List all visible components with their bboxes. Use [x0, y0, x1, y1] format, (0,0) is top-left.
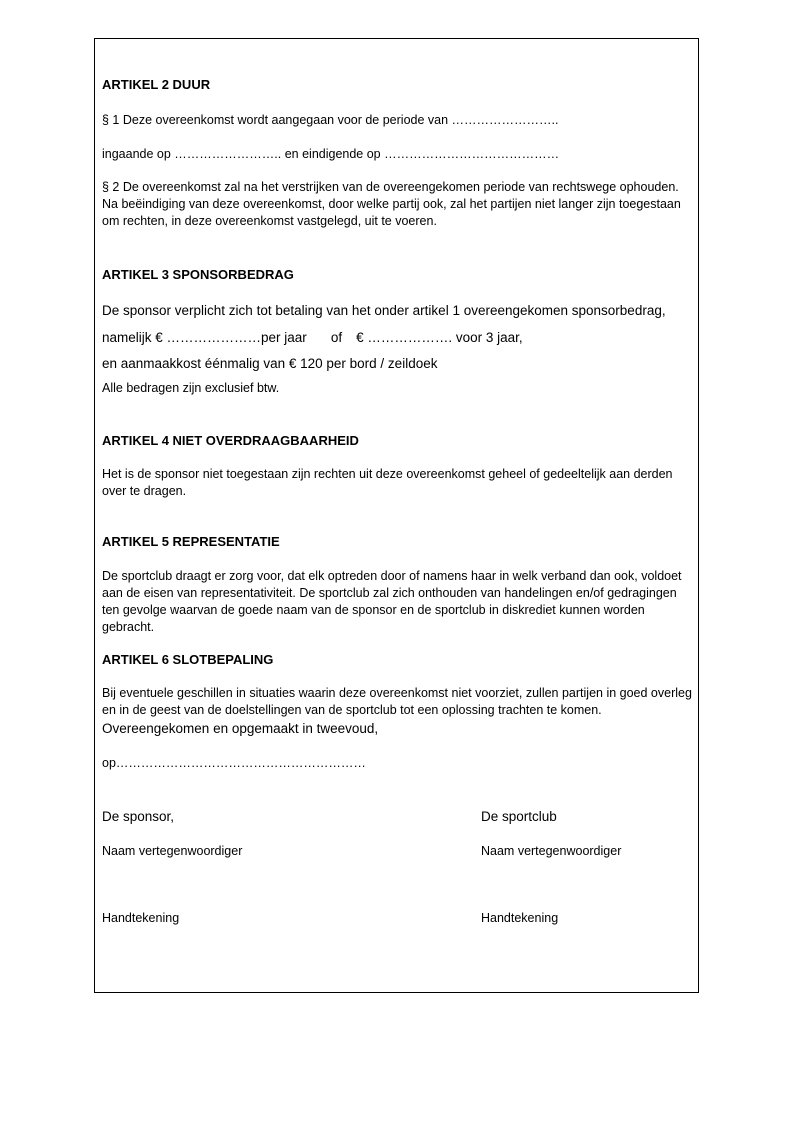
article-3-line-1: De sponsor verplicht zich tot betaling van het onder artikel 1 overeengekomen sponsorbedrag,	[102, 303, 666, 318]
article-2-paragraph-1: § 1 Deze overeenkomst wordt aangegaan voor de periode van ……………………..	[102, 113, 559, 127]
signature-left-party: De sponsor,	[102, 809, 175, 824]
article-3-line-2	[102, 329, 523, 346]
article-6-line-2: Overeengekomen en opgemaakt in tweevoud,	[102, 721, 379, 736]
article-3-line-4: Alle bedragen zijn exclusief btw.	[102, 381, 280, 395]
article-6-heading: ARTIKEL 6 SLOTBEPALING	[102, 652, 274, 667]
article-3-line-3: en aanmaakkost éénmalig van € 120 per bord / zeildoek	[102, 356, 438, 371]
article-2-paragraph-3: § 2 De overeenkomst zal na het verstrijken van de overeengekomen periode van rechtswege ophouden. Na beëindiging van deze overeenkomst, door welke partij ook, zal het partijen niet langer zijn toegestaan om rechten, in deze overeenkomst vastgelegd, uit te voeren.	[102, 180, 681, 228]
article-4-heading: ARTIKEL 4 NIET OVERDRAAGBAARHEID	[102, 433, 359, 448]
article-2-heading: ARTIKEL 2 DUUR	[102, 77, 211, 92]
signature-right-handtekening: Handtekening	[481, 911, 559, 925]
signature-right-representative: Naam vertegenwoordiger	[481, 844, 622, 858]
amount-per-year: namelijk € …………………per jaar	[102, 330, 307, 345]
signature-left-representative: Naam vertegenwoordiger	[102, 844, 243, 858]
article-3-heading: ARTIKEL 3 SPONSORBEDRAG	[102, 267, 294, 282]
article-2-paragraph-2: ingaande op …………………….. en eindigende op ……………………………………	[102, 147, 560, 161]
signature-right-party: De sportclub	[481, 809, 557, 824]
article-5-paragraph: De sportclub draagt er zorg voor, dat elk optreden door of namens haar in welk verband dan ook, voldoet aan de eisen van representativiteit. De sportclub zal zich onthouden van handelingen en/of gedragingen ten gevolge waarvan de goede naam van de sponsor en de sportclub in diskrediet kunnen worden gebracht.	[102, 569, 682, 634]
article-6-paragraph: Bij eventuele geschillen in situaties waarin deze overeenkomst niet voorziet, zullen partijen in goed overleg en in de geest van de doelstellingen van de sportclub tot een oplossing trachten te komen.	[102, 686, 692, 717]
or-label: of	[330, 330, 343, 345]
article-5-heading: ARTIKEL 5 REPRESENTATIE	[102, 534, 280, 549]
article-6-date-line: op……………………………………………………	[102, 756, 366, 770]
article-4-paragraph: Het is de sponsor niet toegestaan zijn rechten uit deze overeenkomst geheel of gedeeltelijk aan derden over te dragen.	[102, 467, 673, 498]
amount-three-years: € ………………. voor 3 jaar,	[356, 330, 523, 345]
signature-left-handtekening: Handtekening	[102, 911, 180, 925]
